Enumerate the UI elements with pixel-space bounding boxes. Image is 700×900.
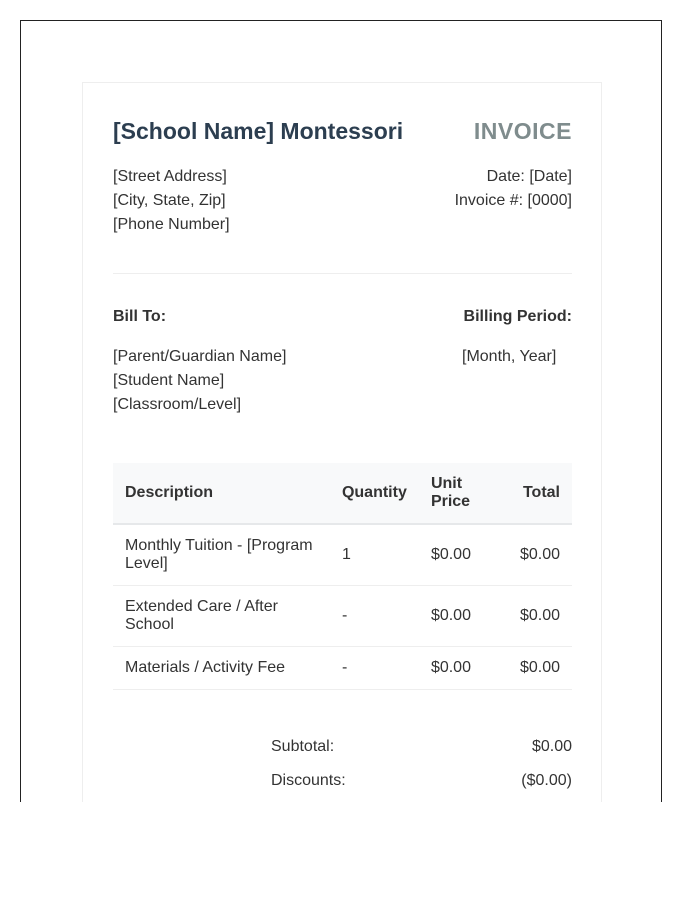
- row-description-line2: Level]: [125, 554, 168, 572]
- line-items-table: [113, 463, 572, 690]
- row-description: Materials / Activity Fee: [113, 646, 330, 689]
- billing-period-label: Billing Period:: [463, 308, 572, 325]
- invoice-document: [82, 82, 602, 802]
- row-description-line1: Monthly Tuition - [Program: [125, 536, 313, 554]
- school-street: [Street Address]: [113, 168, 227, 185]
- bill-to-label: Bill To:: [113, 308, 167, 325]
- invoice-number: Invoice #: [0000]: [454, 192, 572, 209]
- header-unit-price-line2: Price: [430, 493, 471, 510]
- subtotal-value: $0.00: [531, 738, 572, 755]
- row-description: [113, 524, 330, 585]
- invoice-date: Date: [Date]: [486, 168, 572, 185]
- row-quantity: -: [330, 646, 419, 689]
- row-description: [113, 585, 330, 646]
- header-unit-price: [419, 463, 508, 524]
- header-quantity: Quantity: [330, 463, 419, 524]
- row-quantity: -: [330, 585, 419, 646]
- table-row: [113, 646, 572, 689]
- school-phone: [Phone Number]: [113, 216, 230, 233]
- invoice-title: INVOICE: [473, 118, 572, 144]
- row-description-line1: Extended Care / After: [125, 597, 278, 615]
- header-divider: [113, 273, 572, 274]
- row-unit-price: $0.00: [419, 524, 508, 585]
- row-description-line2: School: [125, 615, 174, 633]
- row-quantity: 1: [330, 524, 419, 585]
- row-unit-price: $0.00: [419, 646, 508, 689]
- row-total: $0.00: [508, 524, 572, 585]
- table-header-row: [113, 463, 572, 524]
- header-unit-price-line1: Unit: [430, 475, 463, 492]
- header-description: Description: [113, 463, 330, 524]
- subtotal-label: Subtotal:: [271, 738, 335, 755]
- table-row: [113, 524, 572, 585]
- billing-period-value: [Month, Year]: [462, 348, 557, 365]
- row-total: $0.00: [508, 646, 572, 689]
- student-name: [Student Name]: [113, 372, 225, 389]
- discounts-label: Discounts:: [271, 772, 346, 789]
- row-total: $0.00: [508, 585, 572, 646]
- header-total: Total: [508, 463, 572, 524]
- table-row: [113, 585, 572, 646]
- page-frame: [20, 20, 662, 802]
- row-unit-price: $0.00: [419, 585, 508, 646]
- discounts-value: ($0.00): [521, 772, 572, 789]
- school-name: [School Name] Montessori: [113, 118, 404, 144]
- parent-name: [Parent/Guardian Name]: [113, 348, 287, 365]
- classroom-level: [Classroom/Level]: [113, 396, 242, 413]
- school-city-state-zip: [City, State, Zip]: [113, 192, 226, 209]
